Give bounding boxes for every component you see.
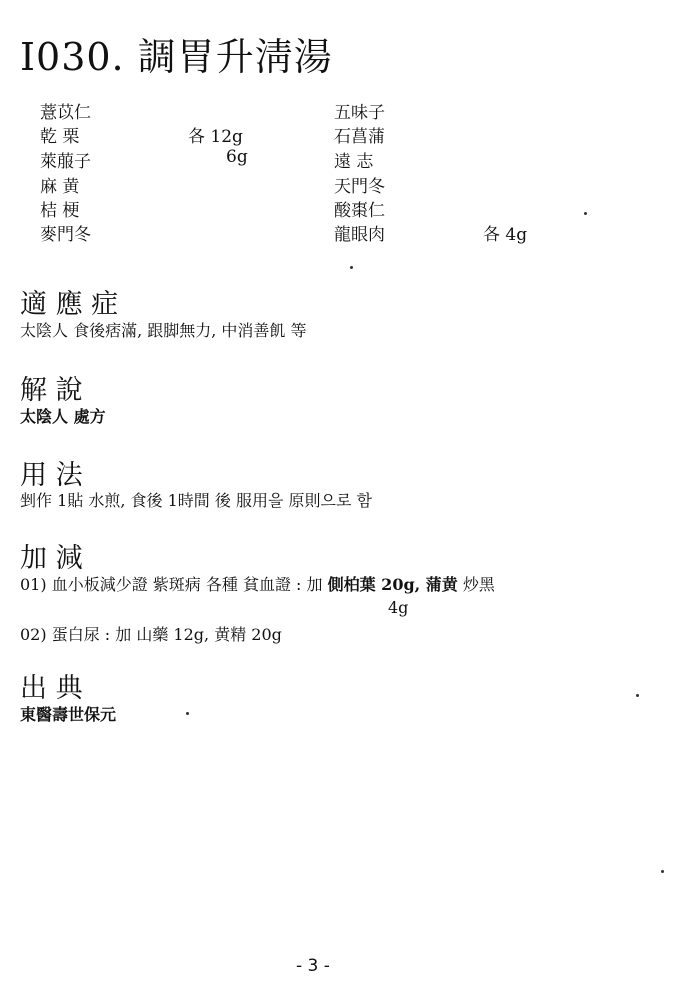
modification-item: [20, 572, 495, 595]
ingredient-name: 酸棗仁: [334, 201, 385, 221]
ingredient-amount: 各 12g: [188, 127, 243, 147]
modification-item-tail: 炒黑: [462, 575, 495, 594]
ingredient-name: 麻 黄: [40, 177, 80, 197]
ingredient-name: 石菖蒲: [334, 127, 385, 147]
modification-item-lead: 01) 血小板減少證 紫斑病 各種 貧血證 : 加: [20, 575, 323, 594]
section-heading: 適 應 症: [20, 289, 119, 320]
ingredient-name: 麥門冬: [40, 225, 91, 245]
scan-speck: [584, 212, 587, 215]
scan-speck: [636, 694, 639, 697]
modification-item-herbs: 側柏葉 20g, 蒲黄: [327, 575, 458, 594]
ingredient-amount: 各 4g: [483, 225, 528, 245]
ingredient-amount: 6g: [226, 147, 248, 167]
section-heading: 出 典: [20, 673, 83, 704]
section-text: 太陰人 處方: [20, 407, 106, 426]
modification-item: 02) 蛋白尿 : 加 山藥 12g, 黄精 20g: [20, 625, 282, 644]
ingredient-name: 天門冬: [334, 177, 385, 197]
page-number: - 3 -: [296, 956, 330, 976]
ingredient-name: 萊菔子: [40, 152, 91, 172]
ingredient-name: 乾 栗: [40, 127, 80, 147]
scan-speck: [350, 266, 353, 269]
section-text: 剉作 1貼 水煎, 食後 1時間 後 服用을 原則으로 함: [20, 491, 372, 510]
scan-speck: [186, 712, 189, 715]
section-text: 東醫壽世保元: [20, 705, 117, 724]
ingredient-name: 五味子: [334, 103, 385, 123]
section-heading: 加 減: [20, 543, 83, 574]
ingredient-name: 遠 志: [334, 152, 374, 172]
section-text: 太陰人 食後痞滿, 跟脚無力, 中消善飢 等: [20, 321, 307, 340]
ingredient-name: 龍眼肉: [334, 225, 385, 245]
section-heading: 用 法: [20, 460, 83, 491]
page-title: I030. 調胃升淸湯: [20, 35, 333, 79]
ingredient-name: 薏苡仁: [40, 103, 91, 123]
section-heading: 解 說: [20, 375, 83, 406]
scan-speck: [661, 870, 664, 873]
ingredient-name: 桔 梗: [40, 201, 80, 221]
modification-item-continuation: 4g: [388, 598, 409, 617]
